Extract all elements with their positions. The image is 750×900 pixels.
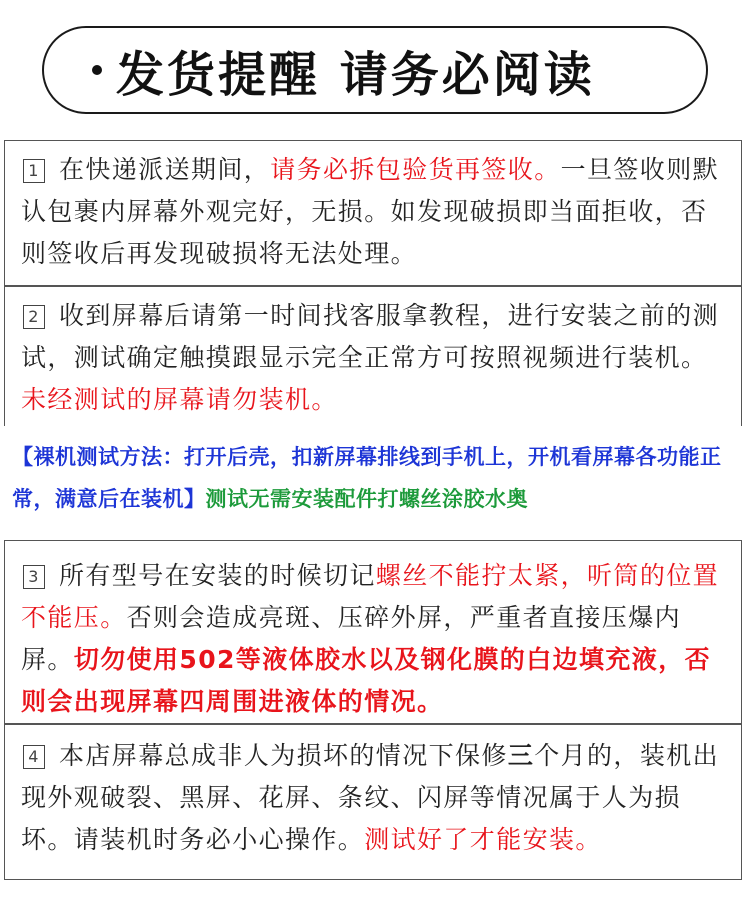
test-method-notice: [12, 436, 742, 520]
section-1-text-after: 一旦签收则默认包裹内屏幕外观完好，无损。如发现破损即当面拒收，否则签收后再发现破损将无法处理。: [21, 155, 720, 268]
section-1-text: [21, 149, 721, 275]
notice-section-4: [4, 724, 742, 880]
section-number-2-icon: 2: [23, 305, 45, 329]
section-3-text-before: 所有型号在安装的时候切记: [59, 561, 376, 590]
section-number-1-icon: 1: [23, 159, 45, 183]
notice-section-1: [4, 140, 742, 286]
section-3-text-red: 螺丝不能拧太紧，听筒的位置不能压。: [21, 561, 720, 632]
test-method-green-text: 测试无需安装配件打螺丝涂胶水奥: [205, 487, 528, 511]
notice-section-3: [4, 540, 742, 724]
section-3-text-red-bold: 切勿使用502等液体胶水以及钢化膜的白边填充液，否则会出现屏幕四周围进液体的情况。: [21, 645, 711, 716]
section-2-text-red: 未经测试的屏幕请勿装机。: [21, 385, 338, 414]
section-2-text: [21, 295, 721, 421]
test-method-blue-text: 【裸机测试方法：打开后壳，扣新屏幕排线到手机上，开机看屏幕各功能正常，满意后在装机】: [12, 445, 722, 511]
section-number-4-icon: 4: [23, 745, 45, 769]
section-2-text-before: 收到屏幕后请第一时间找客服拿教程，进行安装之前的测试，测试确定触摸跟显示完全正常方可按照视频进行装机。: [21, 301, 720, 372]
page-title: 发货提醒 请务必阅读: [116, 46, 595, 103]
section-4-text: [21, 735, 721, 861]
section-1-text-before: 在快递派送期间，: [59, 155, 271, 184]
header-banner: [42, 26, 708, 114]
notice-section-2: [4, 286, 742, 426]
section-4-text-bold: 三: [507, 741, 535, 770]
bullet-dot-icon: [92, 65, 102, 75]
section-3-text: [21, 555, 721, 723]
section-number-3-icon: 3: [23, 565, 45, 589]
section-4-text-red: 测试好了才能安装。: [364, 825, 602, 854]
section-3-text-middle: 否则会造成亮斑、压碎外屏，严重者直接压爆内屏。: [21, 603, 682, 674]
section-1-text-red: 请务必拆包验货再签收。: [270, 155, 561, 184]
section-4-text-before: 本店屏幕总成非人为损坏的情况下保修: [59, 741, 508, 770]
section-4-text-after: 个月的，装机出现外观破裂、黑屏、花屏、条纹、闪屏等情况属于人为损坏。请装机时务必小心操作。: [21, 741, 720, 854]
